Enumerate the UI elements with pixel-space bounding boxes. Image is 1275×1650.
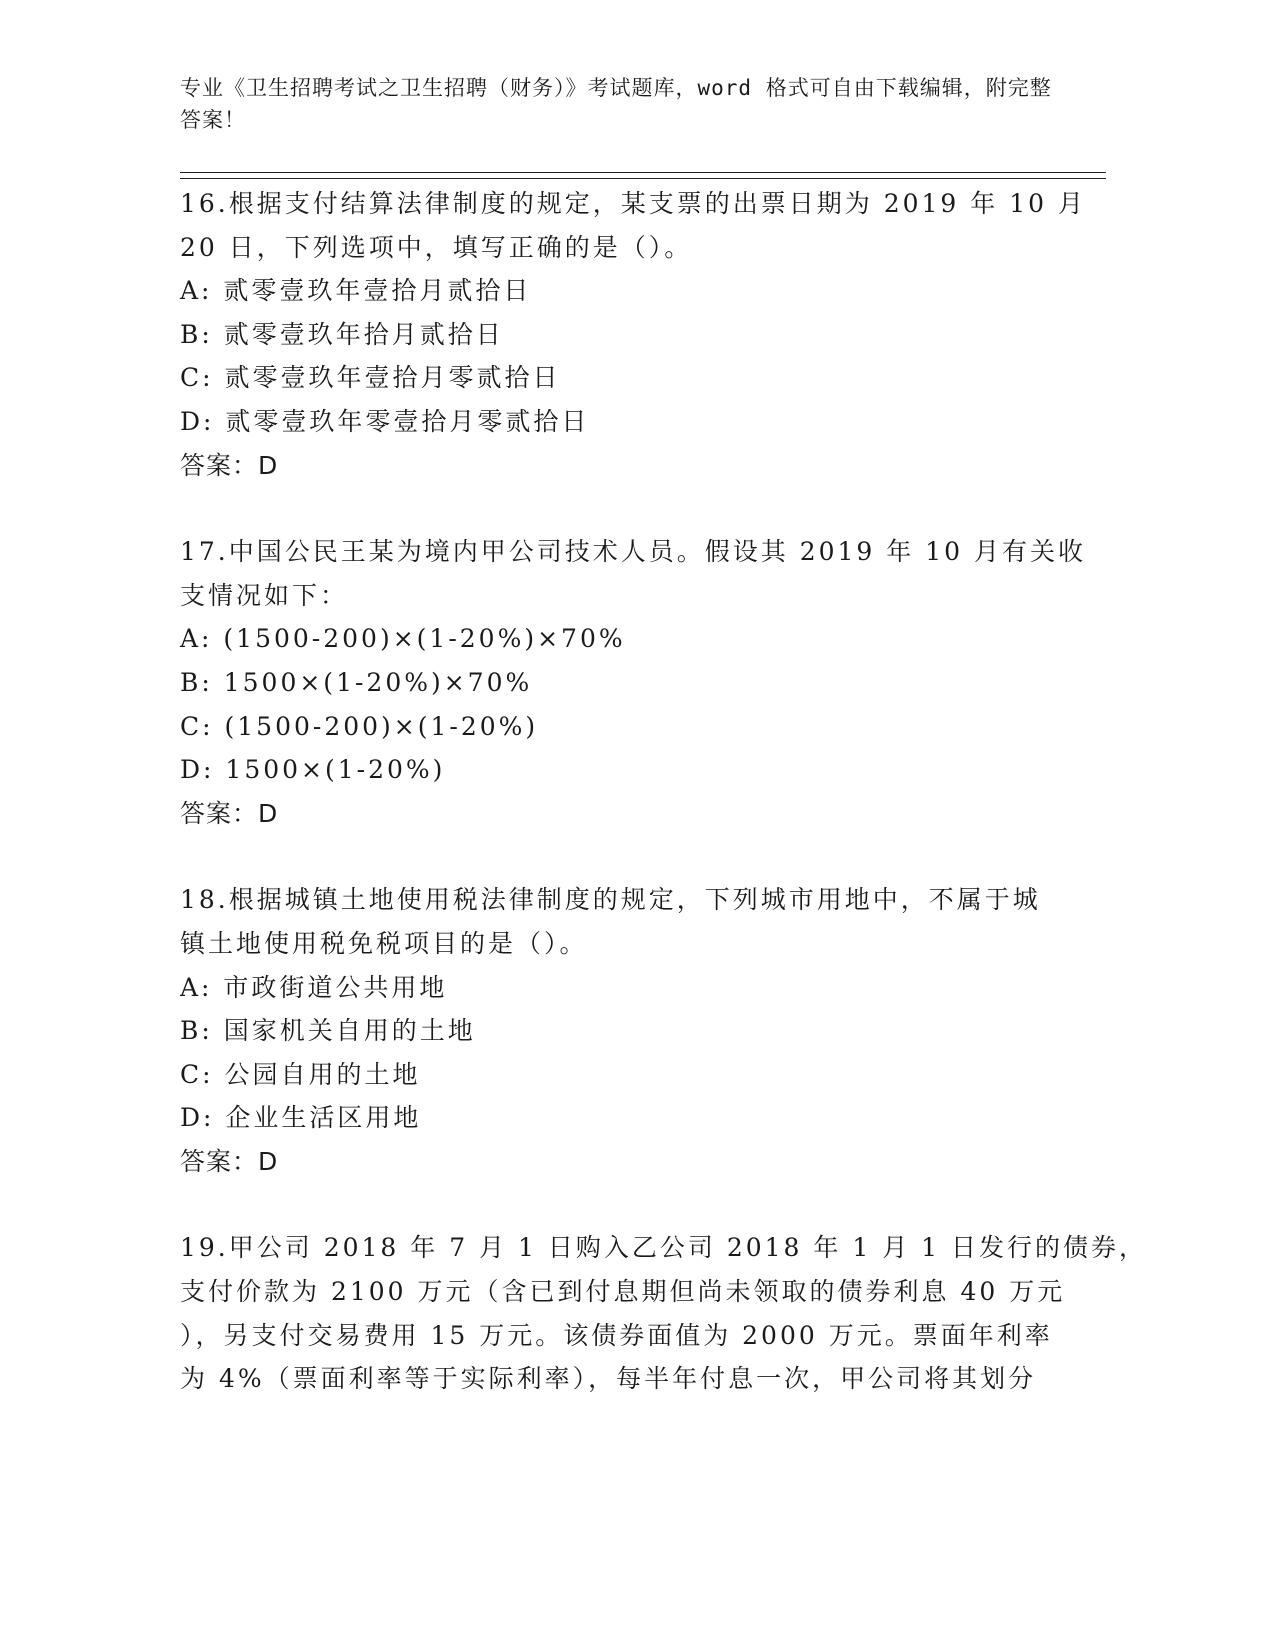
option-a: A: 市政街道公共用地	[180, 972, 448, 1002]
question-text-line: 为 4%（票面利率等于实际利率），每半年付息一次，甲公司将其划分	[180, 1364, 1037, 1394]
answer-line: 答案：D	[180, 798, 279, 828]
header-divider-bottom	[180, 178, 1106, 179]
option-d: D: 企业生活区用地	[180, 1103, 422, 1133]
option-c: C: 公园自用的土地	[180, 1059, 421, 1089]
question-17	[180, 530, 1086, 835]
question-text-line: 支情况如下：	[180, 580, 349, 610]
question-list	[180, 182, 1147, 1444]
document-header: 专业《卫生招聘考试之卫生招聘（财务）》考试题库，word 格式可自由下载编辑，附完整答案！	[180, 76, 1052, 132]
question-text-line: 17.中国公民王某为境内甲公司技术人员。假设其 2019 年 10 月有关收	[180, 537, 1086, 567]
option-b: B: 国家机关自用的土地	[180, 1016, 476, 1046]
option-b: B: 1500×(1-20%)×70%	[180, 667, 533, 697]
option-d: D: 贰零壹玖年零壹拾月零贰拾日	[180, 406, 590, 436]
question-text-line: ），另支付交易费用 15 万元。该债券面值为 2000 万元。票面年利率	[180, 1320, 1053, 1350]
answer-line: 答案：D	[180, 1146, 279, 1176]
question-16	[180, 182, 1086, 487]
option-d: D: 1500×(1-20%)	[180, 755, 446, 785]
question-text-line: 镇土地使用税免税项目的是（）。	[180, 928, 588, 958]
question-text-line: 支付价款为 2100 万元（含已到付息期但尚未领取的债券利息 40 万元	[180, 1277, 1066, 1307]
question-19	[180, 1226, 1147, 1400]
question-text-line: 20 日，下列选项中，填写正确的是（）。	[180, 232, 693, 262]
question-text-line: 19.甲公司 2018 年 7 月 1 日购入乙公司 2018 年 1 月 1 日发行的债券，	[180, 1233, 1147, 1263]
option-a: A: (1500-200)×(1-20%)×70%	[180, 624, 626, 654]
question-18	[180, 878, 1060, 1183]
option-b: B: 贰零壹玖年拾月贰拾日	[180, 319, 504, 349]
question-text-line: 16.根据支付结算法律制度的规定，某支票的出票日期为 2019 年 10 月	[180, 189, 1086, 218]
answer-line: 答案：D	[180, 450, 279, 480]
option-c: C: 贰零壹玖年壹拾月零贰拾日	[180, 363, 561, 393]
question-text-line: 18.根据城镇土地使用税法律制度的规定，下列城市用地中，不属于城	[180, 885, 1041, 915]
option-a: A: 贰零壹玖年壹拾月贰拾日	[180, 276, 532, 306]
option-c: C: (1500-200)×(1-20%)	[180, 711, 539, 741]
header-divider-top	[180, 172, 1106, 173]
